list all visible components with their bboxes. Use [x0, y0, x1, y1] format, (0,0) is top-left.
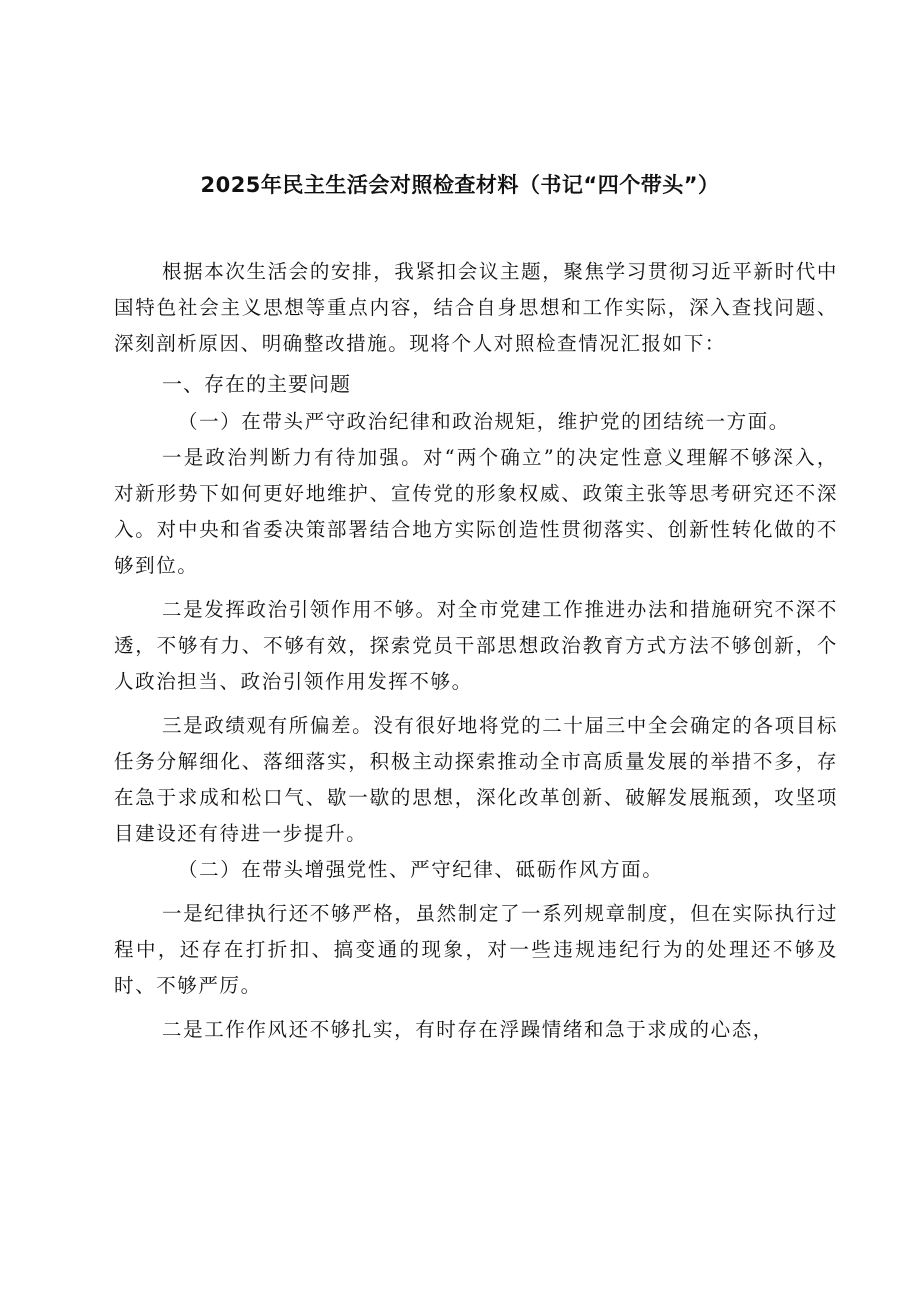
document-title: 2025年民主生活会对照检查材料（书记“四个带头”）	[200, 173, 720, 197]
subsection-heading-1: （一）在带头严守政治纪律和政治规矩，维护党的团结统一方面。	[178, 410, 790, 433]
paragraph-1-1: 一是政治判断力有待加强。对“两个确立”的决定性意义理解不够深入，对新形势下如何更好地维护、宣传党的形象权威、政策主张等思考研究还不深入。对中央和省委决策部署结合地方实际创造性贯彻落实、创新性转化做的不够到位。	[114, 446, 838, 577]
section-heading-1: 一、存在的主要问题	[162, 372, 351, 396]
intro-paragraph: 根据本次生活会的安排，我紧扣会议主题，聚焦学习贯彻习近平新时代中国特色社会主义思想等重点内容，结合自身思想和工作实际，深入查找问题、深刻剖析原因、明确整改措施。现将个人对照检查情况汇报如下：	[114, 260, 838, 355]
paragraph-2-2: 二是工作作风还不够扎实，有时存在浮躁情绪和急于求成的心态，	[162, 1018, 774, 1041]
paragraph-1-3: 三是政绩观有所偏差。没有很好地将党的二十届三中全会确定的各项目标任务分解细化、落细落实，积极主动探索推动全市高质量发展的举措不多，存在急于求成和松口气、歇一歇的思想，深化改革创新、破解发展瓶颈，攻坚项目建设还有待进一步提升。	[114, 714, 838, 845]
subsection-heading-2: （二）在带头增强党性、严守纪律、砥砺作风方面。	[178, 858, 664, 881]
paragraph-2-1: 一是纪律执行还不够严格，虽然制定了一系列规章制度，但在实际执行过程中，还存在打折扣、搞变通的现象，对一些违规违纪行为的处理还不够及时、不够严厉。	[114, 902, 838, 997]
paragraph-1-2: 二是发挥政治引领作用不够。对全市党建工作推进办法和措施研究不深不透，不够有力、不够有效，探索党员干部思想政治教育方式方法不够创新，个人政治担当、政治引领作用发挥不够。	[114, 598, 838, 693]
document-body	[114, 254, 838, 1048]
